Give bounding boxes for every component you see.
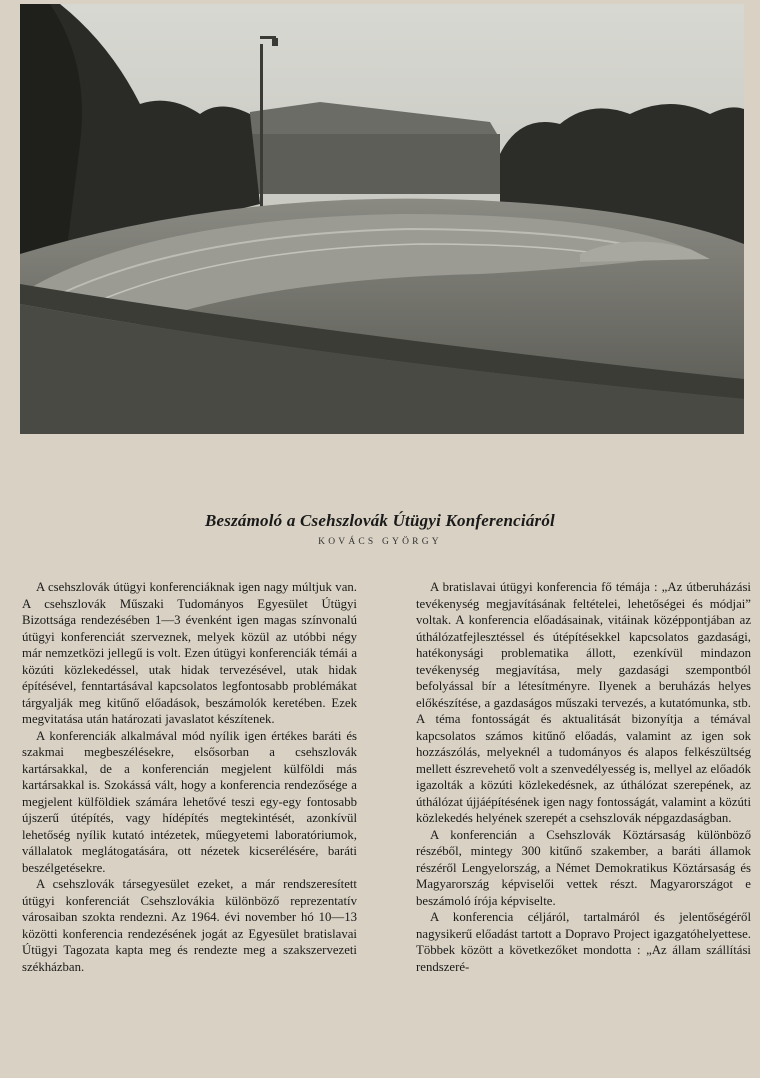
article-author: KOVÁCS GYÖRGY	[318, 537, 442, 547]
paragraph: A csehszlovák útügyi konferenciáknak igen nagy múltjuk van. A csehszlovák Műszaki Tudományos Egyesület Útügyi Bizottsága rendezésében 1—3 évenként igen magas színvonalú útügyi konferenciát szerveznek, melyek közül az utóbbi négy már nemzetközi jellegű is volt. Ezen útügyi konferenciák témái a közúti közlekedéssel, utak hidak tervezésével, utak hidak építésével, fenntartásával kapcsolatos legfontosabb problémákat tárgyalják meg kitűnő előadások, beszámolók keretében. Ezek megvitatása után határozati javaslatot készítenek.	[22, 580, 357, 726]
right-column	[416, 579, 751, 975]
paragraph: A csehszlovák társegyesület ezeket, a már rendszeresített útügyi konferenciát Csehszlovákia különböző reprezentatív városaiban szokta rendezni. Az 1964. évi november hó 10—13 közötti konferencia rendezésének jogát az Egyesület bratislavai Útügyi Tagozata kapta meg és rendezte meg a szakszervezeti székházban.	[22, 877, 357, 974]
paragraph: A konferencia céljáról, tartalmáról és jelentőségéről nagysikerű előadást tartott a Dopravo Project igazgatóhelyettese. Többek között a következőket mondotta : „Az állam szállítási rendszeré-	[416, 910, 751, 974]
paragraph: A konferenciák alkalmával mód nyílik igen értékes baráti és szakmai megbeszélésekre, elsősorban a csehszlovák kartársakkal, de a konferencián megjelent külföldi más kartársakkal is. Szokássá vált, hogy a konferencia rendezősége a megjelent külföldiek számára lehetővé teszi egy-egy fontosabb újszerű útépítés, vagy hídépítés megtekintését, azonkívül lehetőség nyílik kutató intézetek, műegyetemi laboratóriumok, vállalatok meglátogatására, ott nézetek kicserélésére, baráti beszélgetésekre.	[22, 728, 357, 875]
left-column	[22, 579, 357, 975]
article-title: Beszámoló a Csehszlovák Útügyi Konferenciáról	[205, 511, 555, 530]
road-construction-photo	[20, 4, 744, 434]
paragraph: A bratislavai útügyi konferencia fő témája : „Az útberuházási tevékenység megjavításának feltételei, lehetőségei és módjai” voltak. A konferencia előadásainak, vitáinak középpontjában az úthálózatfejlesztéssel és útépítésekkel kapcsolatos gazdasági, hatékonysági problematika állott, ezenkívül mindazon tevékenység megjavítása, mely gazdasági szempontból befolyással bír a létesítményre. Ilyenek a beruházás helyes előkészítése, a gazdaságos műszaki tervezés, a kutatómunka, stb. A téma fontosságát és aktualitását bizonyítja a témával kapcsolatos számos kitűnő előadás, valamint az igen sok hozzászólás, melyeknél a tudományos és alapos felkészültség mellett észrevehető volt a szenvedélyesség is, mellyel az előadók igazolták a közúti közlekedésnek, az úthálózat szerepének, az úthálózat újjáépítésének igen nagy fontosságát, valamint a közúti közlekedés helyének szerepét a csehszlovák népgazdaságban.	[416, 580, 751, 825]
paragraph: A konferencián a Csehszlovák Köztársaság különböző részéből, mintegy 300 kitűnő szakember, a baráti államok részéről Lengyelország, a Német Demokratikus Köztársaság és Magyarország képviselői vettek részt. Magyarországot e beszámoló írója képviselte.	[416, 827, 751, 908]
photo-illustration	[20, 4, 744, 434]
